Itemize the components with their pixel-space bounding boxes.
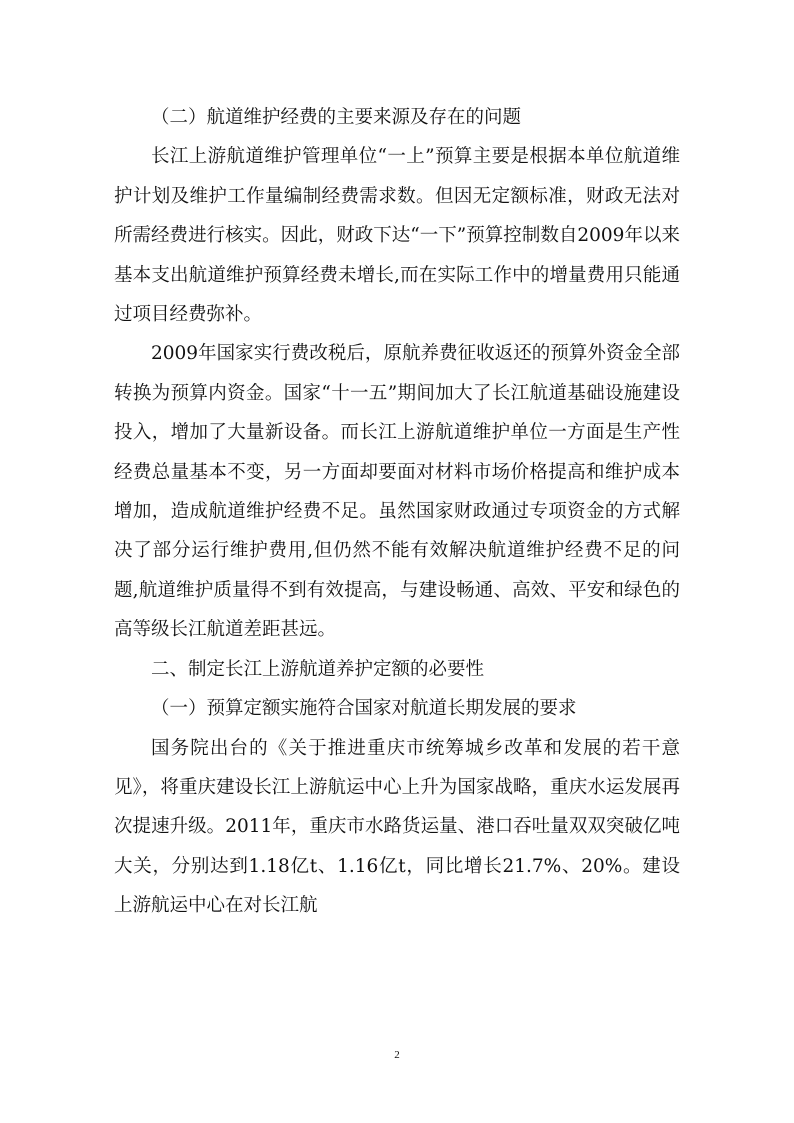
section-heading-funding-sources: （二）航道维护经费的主要来源及存在的问题 <box>151 107 522 128</box>
subsection-heading-national-requirements: （一）预算定额实施符合国家对航道长期发展的要求 <box>151 698 577 720</box>
page-number: 2 <box>394 1049 400 1061</box>
document-body <box>114 98 680 926</box>
section-heading-necessity: 二、制定长江上游航道养护定额的必要性 <box>151 658 485 680</box>
paragraph-tax-reform: 2009年国家实行费改税后，原航养费征收返还的预算外资金全部转换为预算内资金。国家“十一五”期间加大了长江航道基础设施建设投入，增加了大量新设备。而长江上游航道维护单位一方面是生产性经费总量基本不变，另一方面却要面对材料市场价格提高和维护成本增加，造成航道维护经费不足。虽然国家财政通过专项资金的方式解决了部分运行维护费用,但仍然不能有效解决航道维护经费不足的问题,航道维护质量得不到有效提高，与建设畅通、高效、平安和绿色的高等级长江航道差距甚远。 <box>114 343 680 641</box>
paragraph-budget-preparation: 长江上游航道维护管理单位“一上”预算主要是根据本单位航道维护计划及维护工作量编制经费需求数。但因无定额标准，财政无法对所需经费进行核实。因此，财政下达“一下”预算控制数自2009年以来基本支出航道维护预算经费未增长,而在实际工作中的增量费用只能通过项目经费弥补。 <box>114 146 680 326</box>
paragraph-state-council-opinions: 国务院出台的《关于推进重庆市统筹城乡改革和发展的若干意见》，将重庆建设长江上游航运中心上升为国家战略，重庆水运发展再次提速升级。2011年，重庆市水路货运量、港口吞吐量双双突破亿吨大关，分别达到1.18亿t、1.16亿t，同比增长21.7%、20%。建设上游航运中心在对长江航 <box>114 737 680 917</box>
